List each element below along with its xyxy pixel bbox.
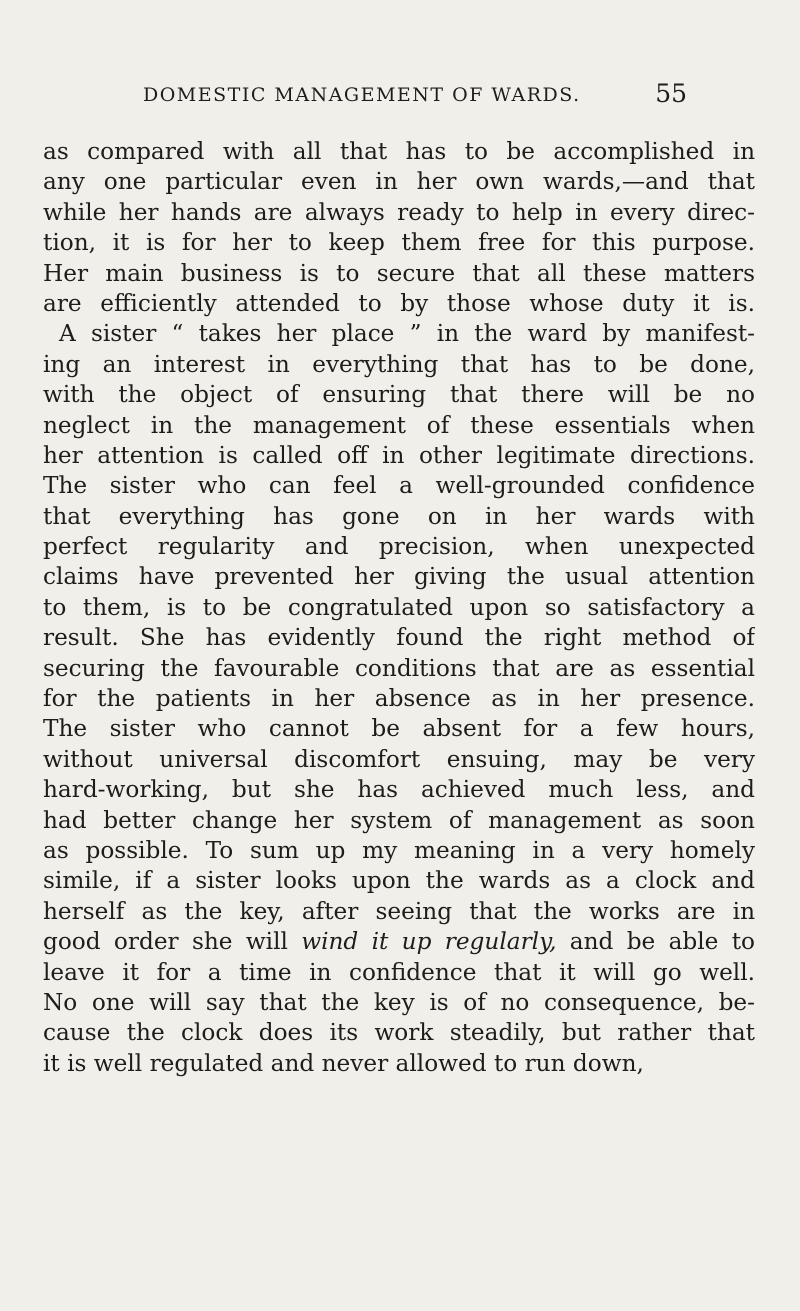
text-line: leave it for a time in confidence that it will go well. — [43, 958, 755, 986]
text-line: perfect regularity and precision, when unexpected — [43, 533, 755, 561]
text-line: Her main business is to secure that all these matters — [43, 259, 755, 287]
text-line: any one particular even in her own wards,—and that — [43, 168, 755, 196]
text-line: simile, if a sister looks upon the wards as a clock and — [43, 867, 755, 895]
text-line: neglect in the management of these essentials when — [43, 411, 755, 439]
text-line: her attention is called off in other legitimate directions. — [43, 441, 755, 469]
italic-emphasis: wind it up regularly, — [301, 928, 557, 956]
text-run: good order she will — [43, 928, 302, 956]
text-line: cause the clock does its work steadily, but rather that — [43, 1019, 755, 1047]
text-line: as compared with all that has to be accomplished in — [43, 138, 755, 165]
text-line: while her hands are always ready to help in every direc- — [43, 198, 755, 226]
text-line: tion, it is for her to keep them free for this purpose. — [43, 229, 755, 257]
page-number: 55 — [655, 79, 687, 108]
text-line: hard-working, but she has achieved much less, and — [43, 776, 755, 804]
text-line — [43, 927, 755, 957]
text-line: without universal discomfort ensuing, may be very — [43, 745, 755, 773]
text-line: for the patients in her absence as in her presence. — [43, 685, 755, 713]
body-text — [43, 137, 755, 1079]
text-line: had better change her system of management as soon — [43, 806, 755, 834]
text-line: The sister who can feel a well-grounded confidence — [43, 472, 755, 500]
text-line: with the object of ensuring that there will be no — [43, 381, 755, 409]
text-line: that everything has gone on in her wards with — [43, 502, 755, 530]
text-line: result. She has evidently found the right method of — [43, 624, 755, 652]
text-line: securing the favourable conditions that are as essential — [43, 654, 755, 682]
text-line: ing an interest in everything that has to be done, — [43, 350, 755, 378]
running-head — [130, 79, 687, 114]
text-line: herself as the key, after seeing that the works are in — [43, 897, 755, 925]
text-line: it is well regulated and never allowed to run down, — [43, 1049, 644, 1077]
text-line: claims have prevented her giving the usual attention — [43, 563, 755, 591]
text-line: to them, is to be congratulated upon so satisfactory a — [43, 593, 755, 621]
text-line: The sister who cannot be absent for a few hours, — [43, 715, 755, 743]
text-line: No one will say that the key is of no consequence, be- — [43, 988, 755, 1016]
text-line: A sister “ takes her place ” in the ward by manifest- — [59, 320, 755, 348]
text-line: as possible. To sum up my meaning in a very homely — [43, 836, 755, 864]
text-run: and be able to — [556, 928, 755, 956]
running-head-title: DOMESTIC MANAGEMENT OF WARDS. — [143, 84, 581, 106]
text-line: are efficiently attended to by those whose duty it is. — [43, 289, 755, 317]
